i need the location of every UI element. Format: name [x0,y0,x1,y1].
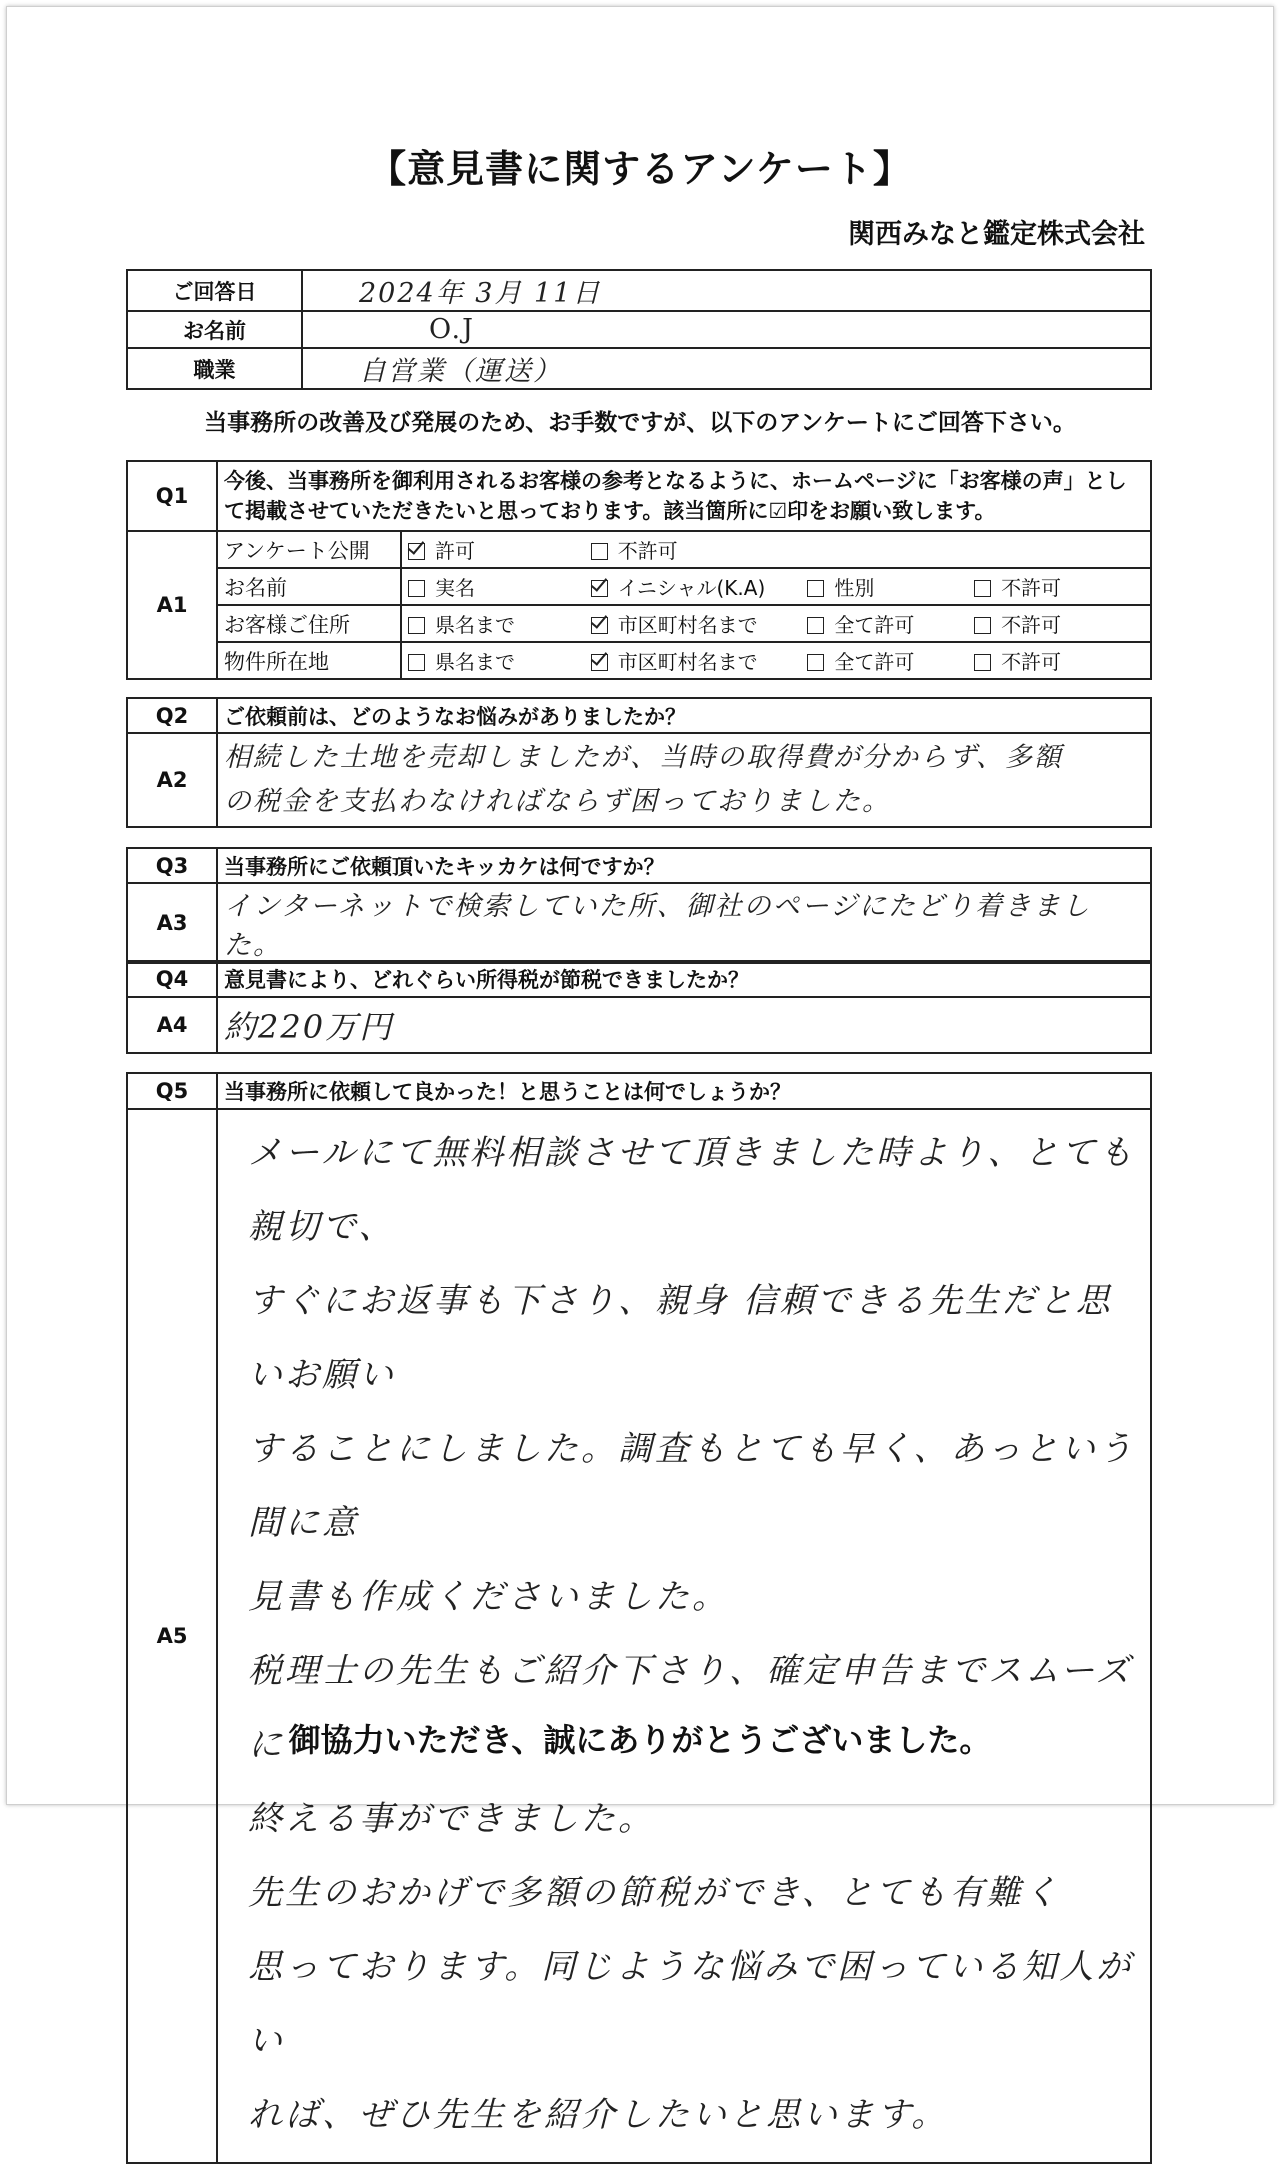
checkbox-all[interactable] [807,654,824,671]
a5-label: A5 [127,1109,217,2163]
checkbox-all[interactable] [807,617,824,634]
checkbox-prefecture[interactable] [408,617,425,634]
page-title: 【意見書に関するアンケート】 [368,147,912,191]
q5-label: Q5 [127,1073,217,1109]
a1-row-options: 県名まで 市区町村名まで 全て許可 不許可 [401,642,1151,679]
a1-row-label: 物件所在地 [217,642,401,679]
checkbox-prefecture[interactable] [408,654,425,671]
checkbox-permit[interactable] [408,543,425,560]
checkbox-city[interactable] [591,617,608,634]
a1-row-options: 許可 不許可 [401,531,1151,568]
date-label: ご回答日 [127,270,302,311]
closing-message: 御協力いただき、誠にありがとうございました。 [288,1721,992,1759]
q1-label: Q1 [127,461,217,531]
a5-answer: メールにて無料相談させて頂きました時より、とても親切で、 すぐにお返事も下さり、親身 信頼できる先生だと思いお願い することにしました。調査もとても早く、あっという間に意 見書も作成くださいました。 税理士の先生もご紹介下さり、確定申告までスムーズに 終える事ができました。 先生のおかげで多額の節税ができ、とても有難く 思っております。同じような悩みで困っている知人がい れば、ぜひ先生を紹介したいと思います。 [217,1109,1151,2163]
q5-text: 当事務所に依頼して良かった！と思うことは何でしょうか？ [217,1073,1151,1109]
intro-text: 当事務所の改善及び発展のため、お手数ですが、以下のアンケートにご回答下さい。 [204,410,1076,436]
q4-label: Q4 [127,961,217,997]
q1-text: 今後、当事務所を御利用されるお客様の参考となるように、ホームページに「お客様の声」とし て掲載させていただきたいと思っております。該当箇所に☑印をお願い致します。 [217,461,1151,531]
q1-table [126,460,1152,680]
a3-label: A3 [127,883,217,963]
a3-answer: インターネットで検索していた所、御社のページにたどり着きました。 [217,883,1151,963]
q4-text: 意見書により、どれぐらい所得税が節税できましたか？ [217,961,1151,997]
job-label: 職業 [127,348,302,389]
checkbox-deny[interactable] [591,543,608,560]
a2-answer: 相続した土地を売却しましたが、当時の取得費が分からず、多額 の税金を支払わなければならず困っておりました。 [217,733,1151,827]
company-name: 関西みなと鑑定株式会社 [848,219,1145,250]
checkbox-city[interactable] [591,654,608,671]
checkbox-deny[interactable] [974,617,991,634]
checkbox-gender[interactable] [807,580,824,597]
q3-label: Q3 [127,848,217,883]
date-value: 2024年 3月 11日 [302,270,1151,311]
checkbox-realname[interactable] [408,580,425,597]
checkbox-deny[interactable] [974,654,991,671]
a1-row-options: 県名まで 市区町村名まで 全て許可 不許可 [401,605,1151,642]
name-value: O.J [302,311,1151,348]
info-table [126,269,1152,390]
q4-table [126,960,1152,1054]
q3-text: 当事務所にご依頼頂いたキッカケは何ですか？ [217,848,1151,883]
name-label: お名前 [127,311,302,348]
q2-text: ご依頼前は、どのようなお悩みがありましたか？ [217,698,1151,733]
job-value: 自営業（運送） [302,348,1151,389]
q5-table [126,1072,1152,2164]
q2-table [126,697,1152,828]
a1-row-label: お客様ご住所 [217,605,401,642]
a1-row-options: 実名 イニシャル(K.A) 性別 不許可 [401,568,1151,605]
a1-row-label: アンケート公開 [217,531,401,568]
a4-label: A4 [127,997,217,1053]
a4-answer: 約220万円 [217,997,1151,1053]
checkbox-initial[interactable] [591,580,608,597]
q2-label: Q2 [127,698,217,733]
q3-table [126,847,1152,964]
a1-row-label: お名前 [217,568,401,605]
a2-label: A2 [127,733,217,827]
a1-label: A1 [127,531,217,679]
checkbox-deny[interactable] [974,580,991,597]
